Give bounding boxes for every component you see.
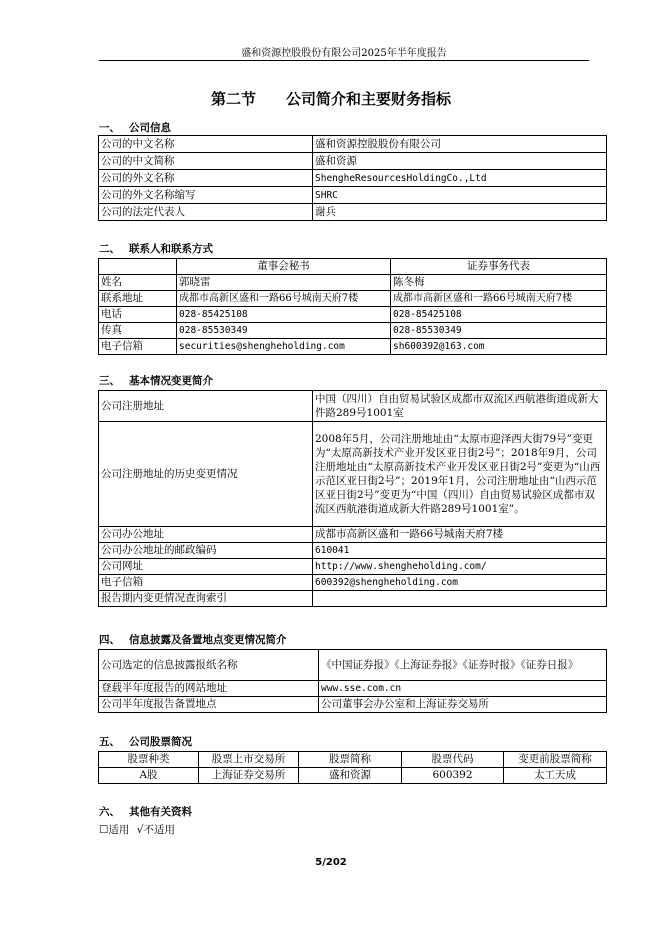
label-cell: 公司半年度报告备置地点: [99, 697, 319, 713]
label-cell: 公司办公地址的邮政编码: [99, 543, 313, 559]
value-cell: 成都市高新区盛和一路66号城南天府7楼: [313, 527, 607, 543]
section-number: 六、: [99, 806, 120, 818]
table-row: [99, 543, 607, 559]
column-header: 股票上市交易所: [199, 752, 299, 768]
label-cell: 传真: [99, 323, 177, 339]
section-title: 基本情况变更简介: [129, 375, 213, 387]
table-row: [99, 170, 607, 187]
value-cell: 中国（四川）自由贸易试验区成都市双流区西航港街道成新大件路289号1001室: [313, 391, 607, 422]
table-row: [99, 136, 607, 153]
table-row: [99, 204, 607, 221]
applicability-options: [99, 822, 175, 837]
basic-info-change-table: [98, 390, 607, 607]
label-cell: 公司的中文简称: [99, 153, 313, 170]
section-title: 其他有关资料: [129, 806, 192, 818]
label-cell: 公司注册地址的历史变更情况: [99, 422, 313, 527]
value-cell: A股: [99, 768, 199, 784]
table-row: [99, 681, 607, 697]
label-cell: 登载半年度报告的网站地址: [99, 681, 319, 697]
option-not-applicable-label: 不适用: [143, 824, 175, 836]
table-row: [99, 559, 607, 575]
label-cell: 联系地址: [99, 291, 177, 307]
chapter-name: 公司简介和主要财务指标: [286, 90, 452, 108]
value-cell: SHRC: [313, 187, 607, 204]
value-cell: 028-85425108: [177, 307, 391, 323]
chapter-title: [0, 88, 662, 109]
table-row: [99, 307, 607, 323]
value-cell: 盛和资源控股股份有限公司: [313, 136, 607, 153]
label-cell: 公司的外文名称: [99, 170, 313, 187]
table-row: [99, 323, 607, 339]
section-number: 一、: [99, 122, 120, 134]
label-cell: 报告期内变更情况查询索引: [99, 591, 313, 607]
column-header: 董事会秘书: [177, 259, 391, 275]
stock-info-table: [98, 751, 607, 784]
checkmark-icon[interactable]: √: [136, 824, 144, 836]
contact-table: [98, 258, 607, 355]
value-cell: 太工天成: [504, 768, 607, 784]
value-cell: 公司董事会办公室和上海证券交易所: [319, 697, 607, 713]
page-header: 盛和资源控股股份有限公司2025年半年度报告: [241, 48, 447, 59]
table-row: [99, 697, 607, 713]
table-row: [99, 153, 607, 170]
value-cell: 上海证券交易所: [199, 768, 299, 784]
value-cell: 028-85530349: [177, 323, 391, 339]
label-cell: 公司的中文名称: [99, 136, 313, 153]
table-header-row: [99, 259, 607, 275]
table-row: [99, 575, 607, 591]
label-cell: 公司注册地址: [99, 391, 313, 422]
value-cell: 郭晓雷: [177, 275, 391, 291]
disclosure-table: [98, 649, 607, 713]
table-row: [99, 339, 607, 355]
value-cell: ShengheResourcesHoldingCo.,Ltd: [313, 170, 607, 187]
website-link[interactable]: www.sse.com.cn: [319, 681, 607, 697]
table-row: [99, 391, 607, 422]
label-cell: 公司的外文名称缩写: [99, 187, 313, 204]
label-cell: 公司办公地址: [99, 527, 313, 543]
section-4-heading: [99, 632, 287, 647]
table-row: [99, 275, 607, 291]
section-5-heading: [99, 734, 192, 749]
value-cell: sh600392@163.com: [391, 339, 607, 355]
table-row: [99, 591, 607, 607]
label-cell: 电子信箱: [99, 339, 177, 355]
section-title: 公司信息: [129, 122, 171, 134]
table-row: [99, 422, 607, 527]
label-cell: 公司的法定代表人: [99, 204, 313, 221]
value-cell: 600392: [402, 768, 504, 784]
table-row: [99, 527, 607, 543]
value-cell: 成都市高新区盛和一路66号城南天府7楼: [177, 291, 391, 307]
header-rule: [99, 60, 589, 61]
column-header: 股票简称: [299, 752, 402, 768]
table-row: [99, 650, 607, 681]
column-header: 股票代码: [402, 752, 504, 768]
section-1-heading: [99, 120, 171, 135]
value-cell: 盛和资源: [299, 768, 402, 784]
label-cell: 电话: [99, 307, 177, 323]
column-header: 证券事务代表: [391, 259, 607, 275]
value-cell: 《中国证券报》《上海证券报》《证券时报》《证券日报》: [319, 650, 607, 681]
value-cell: [313, 591, 607, 607]
table-row: [99, 187, 607, 204]
section-3-heading: [99, 373, 213, 388]
checkbox-empty-icon[interactable]: ☐: [99, 824, 109, 836]
value-cell: 成都市高新区盛和一路66号城南天府7楼: [391, 291, 607, 307]
label-cell: 电子信箱: [99, 575, 313, 591]
option-applicable-label: 适用: [108, 824, 130, 836]
company-info-table: [98, 135, 607, 221]
value-cell: 谢兵: [313, 204, 607, 221]
empty-cell: [99, 259, 177, 275]
section-2-heading: [99, 241, 213, 256]
value-cell: 028-85425108: [391, 307, 607, 323]
section-title: 联系人和联系方式: [129, 243, 213, 255]
value-cell: 2008年5月，公司注册地址由“太原市迎泽西大街79号”变更为“太原高新技术产业开发区亚日街2号”；2018年9月，公司注册地址由“太原高新技术产业开发区亚日街2号”变更为“山西示范区亚日街2号”；2019年1月，公司注册地址由“山西示范区亚日街2号”变更为“中国（四川）自由贸易试验区成都市双流区西航港街道成新大件路289号1001室”。: [313, 422, 607, 527]
value-cell: securities@shengheholding.com: [177, 339, 391, 355]
label-cell: 公司网址: [99, 559, 313, 575]
website-link[interactable]: http://www.shengheholding.com/: [313, 559, 607, 575]
value-cell: 盛和资源: [313, 153, 607, 170]
section-number: 五、: [99, 736, 120, 748]
table-row: [99, 768, 607, 784]
value-cell: 陈冬梅: [391, 275, 607, 291]
table-row: [99, 291, 607, 307]
page-number: 5/202: [315, 857, 347, 868]
section-number: 二、: [99, 243, 120, 255]
section-title: 信息披露及备置地点变更情况简介: [129, 634, 287, 646]
value-cell: 028-85530349: [391, 323, 607, 339]
table-header-row: [99, 752, 607, 768]
label-cell: 姓名: [99, 275, 177, 291]
email-link[interactable]: 600392@shengheholding.com: [313, 575, 607, 591]
section-title: 公司股票简况: [129, 736, 192, 748]
section-number: 三、: [99, 375, 120, 387]
chapter-number: 第二节: [210, 90, 256, 108]
section-number: 四、: [99, 634, 120, 646]
section-6-heading: [99, 804, 192, 819]
column-header: 股票种类: [99, 752, 199, 768]
column-header: 变更前股票简称: [504, 752, 607, 768]
value-cell: 610041: [313, 543, 607, 559]
label-cell: 公司选定的信息披露报纸名称: [99, 650, 319, 681]
